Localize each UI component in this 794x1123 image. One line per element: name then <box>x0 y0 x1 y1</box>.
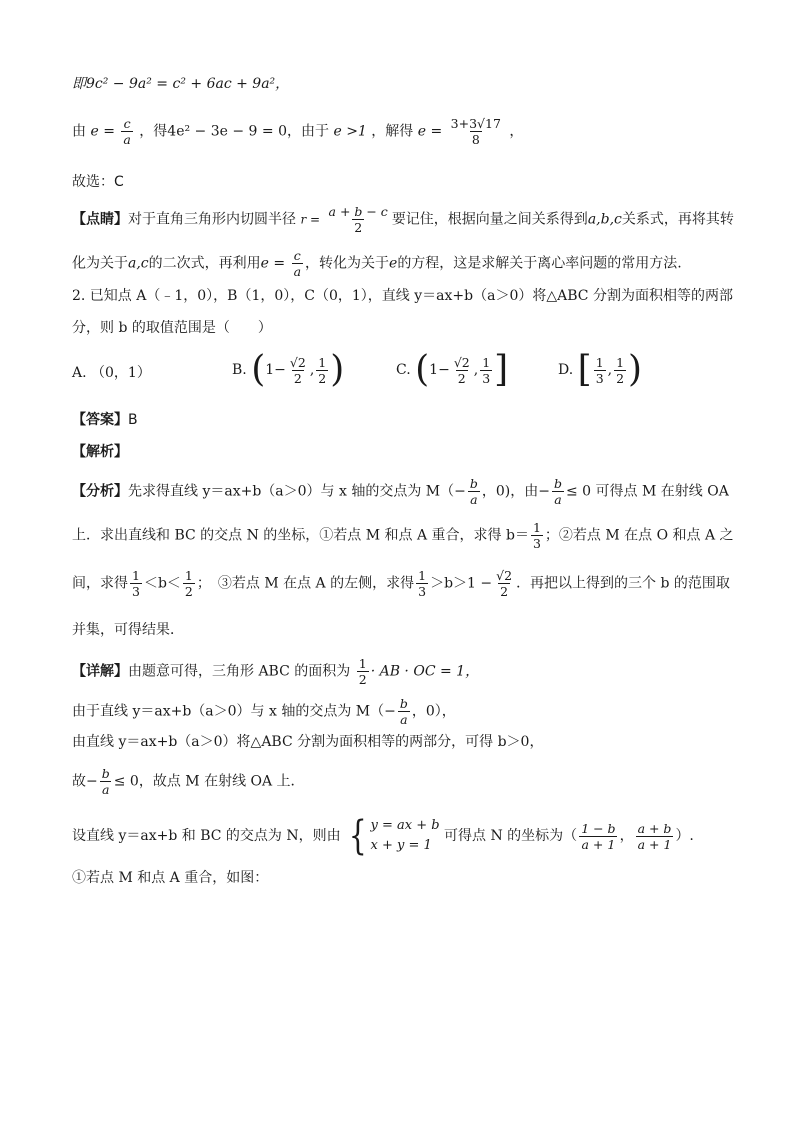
numerator: 1 <box>482 354 491 370</box>
dianjing-tag: 【点睛】 <box>72 211 128 228</box>
fraction-b-over-a <box>552 476 564 507</box>
math: 1− <box>265 362 286 378</box>
fraction-solution <box>449 116 503 147</box>
text: 关系式，再将其转 <box>621 211 734 228</box>
fraction-sqrt2-over-2 <box>288 355 308 386</box>
xiangjie-line-2 <box>72 696 456 727</box>
numerator: a + b − c <box>328 204 388 219</box>
text: 由于直线 y＝ax+b（a＞0）与 x 轴的交点为 M（− <box>72 703 396 720</box>
denominator: 2 <box>354 220 363 235</box>
numerator: 1 <box>132 568 140 583</box>
fraction-c-over-a <box>292 248 303 279</box>
fraction-one-third <box>531 520 543 551</box>
answer-tag: 【答案】 <box>72 412 128 428</box>
denominator: 2 <box>184 584 193 599</box>
fenxi-line-1 <box>72 476 729 507</box>
numerator: 1 <box>532 520 541 535</box>
numerator: √2 <box>496 568 513 583</box>
text: 化为关于 <box>72 255 128 272</box>
denominator: a + 1 <box>581 836 616 852</box>
text: ；②若点 M 在点 O 和点 A 之 <box>544 527 734 544</box>
paren-open: ( <box>251 349 266 390</box>
numerator: 1 − b <box>581 820 616 836</box>
text: 上．求出直线和 BC 的交点 N 的坐标，①若点 M 和点 A 重合，求得 b＝ <box>72 527 529 544</box>
fraction-b-over-a <box>398 696 410 727</box>
denominator: 8 <box>471 132 480 147</box>
text: ①若点 M 和点 A 重合，如图： <box>72 870 269 886</box>
denominator: 2 <box>457 370 466 386</box>
option-a <box>72 363 151 383</box>
fraction-one-third <box>416 568 428 599</box>
fraction-sqrt2-over-2 <box>494 568 514 599</box>
choice-line <box>72 172 124 192</box>
text: ； ③若点 M 在点 A 的左侧，求得 <box>196 575 415 592</box>
e-equals: e = <box>417 123 443 140</box>
fenxi-line-2 <box>72 520 734 551</box>
option-label: B. <box>232 362 247 378</box>
condition: e >1 <box>333 123 367 140</box>
equation: x + y = 1 <box>370 838 432 853</box>
fenxi-line-4 <box>72 620 184 640</box>
numerator: c <box>123 116 131 131</box>
math: r = <box>300 212 321 227</box>
numerator: 1 <box>318 354 327 370</box>
question-2-line-1 <box>72 286 733 306</box>
option-d: D. [ $\frac{1}{3}$ , $\frac{1}{2}$ ) <box>558 349 643 390</box>
text: ＞b＞1 − <box>430 575 493 592</box>
text: 的二次式，再利用 <box>148 255 261 272</box>
denominator: 3 <box>418 584 427 599</box>
bracket-close: ] <box>494 349 509 390</box>
denominator: a <box>123 132 131 147</box>
text: ．再把以上得到的三个 b 的范围取 <box>516 575 730 592</box>
bracket-open: [ <box>577 349 592 390</box>
jiexi-line <box>72 442 128 462</box>
denominator: 3 <box>482 370 491 386</box>
numerator: c <box>293 248 301 263</box>
text: ，0）， <box>411 703 456 720</box>
math: e <box>389 255 398 272</box>
fraction-n-x <box>579 821 617 852</box>
choice-text: 故选：C <box>72 174 124 190</box>
denominator: 2 <box>500 584 509 599</box>
denominator: 3 <box>132 584 140 599</box>
fraction-one-half <box>357 656 369 687</box>
jiexi-tag: 【解析】 <box>72 444 128 460</box>
equation-text: 即9c² − 9a² = c² + 6ac + 9a²， <box>72 76 290 92</box>
math: e = <box>260 255 286 272</box>
answer-line <box>72 410 138 430</box>
options-row <box>72 350 722 394</box>
math: a,b,c <box>587 211 622 228</box>
text: 由题意可得，三角形 ABC 的面积为 <box>128 663 351 680</box>
text: 设直线 y＝ax+b 和 BC 的交点为 N，则由 <box>72 828 341 844</box>
text: ，0)，由− <box>481 483 550 500</box>
paren-close: ) <box>628 349 643 390</box>
equation-line-2 <box>72 116 523 147</box>
xiangjie-line-5 <box>72 813 694 859</box>
question-2-line-2 <box>72 318 272 338</box>
fraction <box>614 355 626 386</box>
option-label: D. <box>558 362 574 378</box>
fenxi-tag: 【分析】 <box>72 483 128 500</box>
paren-open: ( <box>415 349 430 390</box>
dianjing-line-2 <box>72 248 682 279</box>
fraction-one-half <box>183 568 195 599</box>
fraction <box>316 355 328 386</box>
denominator: 2 <box>616 370 625 386</box>
equation-line-1 <box>72 74 289 94</box>
fraction <box>594 355 606 386</box>
denominator: 2 <box>293 370 302 386</box>
numerator: √2 <box>289 354 306 370</box>
math: a,c <box>128 255 149 272</box>
math: · AB · OC = 1， <box>370 663 480 680</box>
numerator: b <box>553 476 562 491</box>
text: ＜b＜ <box>143 575 181 592</box>
numerator: 1 <box>358 656 367 671</box>
text: ， <box>509 123 524 140</box>
denominator: 2 <box>358 672 367 687</box>
denominator: a <box>293 264 302 279</box>
fraction-b-over-a <box>468 476 480 507</box>
numerator: a + b <box>637 820 672 836</box>
fraction <box>480 355 492 386</box>
e-equals: e = <box>90 123 115 140</box>
xiangjie-tag: 【详解】 <box>72 663 128 680</box>
denominator: a <box>102 782 110 797</box>
numerator: b <box>399 696 408 711</box>
text: 可得点 N 的坐标为（ <box>444 828 578 844</box>
text: 先求得直线 y＝ax+b（a＞0）与 x 轴的交点为 M（− <box>128 483 466 500</box>
text: 故− <box>72 773 98 790</box>
question-text: 2. 已知点 A（﹣1，0），B（1，0），C（0，1），直线 y＝ax+b（a＞0）将△ABC 分割为面积相等的两部 <box>72 288 733 304</box>
fraction-n-y <box>636 821 674 852</box>
option-text: A. （0，1） <box>72 365 151 381</box>
fraction-radius <box>327 204 390 235</box>
denominator: 3 <box>532 536 541 551</box>
text: ，解得 <box>371 123 414 140</box>
text: ，转化为关于 <box>305 255 390 272</box>
text: 并集，可得结果． <box>72 622 184 638</box>
fenxi-line-3 <box>72 568 730 599</box>
text: ， <box>619 828 634 844</box>
xiangjie-line-3 <box>72 732 543 752</box>
numerator: b <box>101 766 110 781</box>
text: 对于直角三角形内切圆半径 <box>128 211 296 228</box>
text: 由 <box>72 123 86 140</box>
fraction-c-over-a <box>121 116 132 147</box>
paren-close: ) <box>330 349 345 390</box>
answer-value: B <box>128 412 138 428</box>
numerator: 1 <box>184 568 193 583</box>
option-label: C. <box>396 362 411 378</box>
question-text: 分，则 b 的取值范围是（ ） <box>72 320 272 336</box>
text: 要记住，根据向量之间关系得到 <box>391 211 588 228</box>
numerator: √2 <box>453 354 470 370</box>
text: ≤ 0，故点 M 在射线 OA 上． <box>113 773 305 790</box>
left-brace: { <box>348 813 367 859</box>
xiangjie-line-6 <box>72 868 268 888</box>
numerator: 1 <box>595 354 604 370</box>
xiangjie-line-4 <box>72 766 305 797</box>
math: 1− <box>429 362 450 378</box>
denominator: a <box>400 712 408 727</box>
fraction-b-over-a <box>100 766 112 797</box>
denominator: a <box>554 492 562 507</box>
option-c: C. (1− $\frac{√2}{2}$ , $\frac{1}{3}$ ] <box>396 349 509 390</box>
dianjing-line-1 <box>72 204 734 235</box>
text: 由直线 y＝ax+b（a＞0）将△ABC 分割为面积相等的两部分，可得 b＞0， <box>72 734 544 750</box>
denominator: a <box>470 492 478 507</box>
numerator: 3+3√17 <box>450 116 501 131</box>
equation: y = ax + b <box>370 818 440 833</box>
numerator: 1 <box>418 568 427 583</box>
fraction-sqrt2-over-2 <box>452 355 472 386</box>
fraction-one-third <box>130 568 142 599</box>
text: ，得4e² − 3e − 9 = 0，由于 <box>139 123 329 140</box>
denominator: a + 1 <box>637 836 672 852</box>
xiangjie-line-1 <box>72 656 479 687</box>
text: ）. <box>675 828 694 844</box>
denominator: 3 <box>595 370 604 386</box>
denominator: 2 <box>318 370 327 386</box>
option-b: B. (1− $\frac{√2}{2}$ , $\frac{1}{2}$ ) <box>232 349 345 390</box>
text: 间，求得 <box>72 575 128 592</box>
numerator: 1 <box>616 354 625 370</box>
equation-system <box>371 816 440 856</box>
text: 的方程，这是求解关于离心率问题的常用方法. <box>397 255 682 272</box>
numerator: b <box>469 476 478 491</box>
text: ≤ 0 可得点 M 在射线 OA <box>566 483 729 500</box>
